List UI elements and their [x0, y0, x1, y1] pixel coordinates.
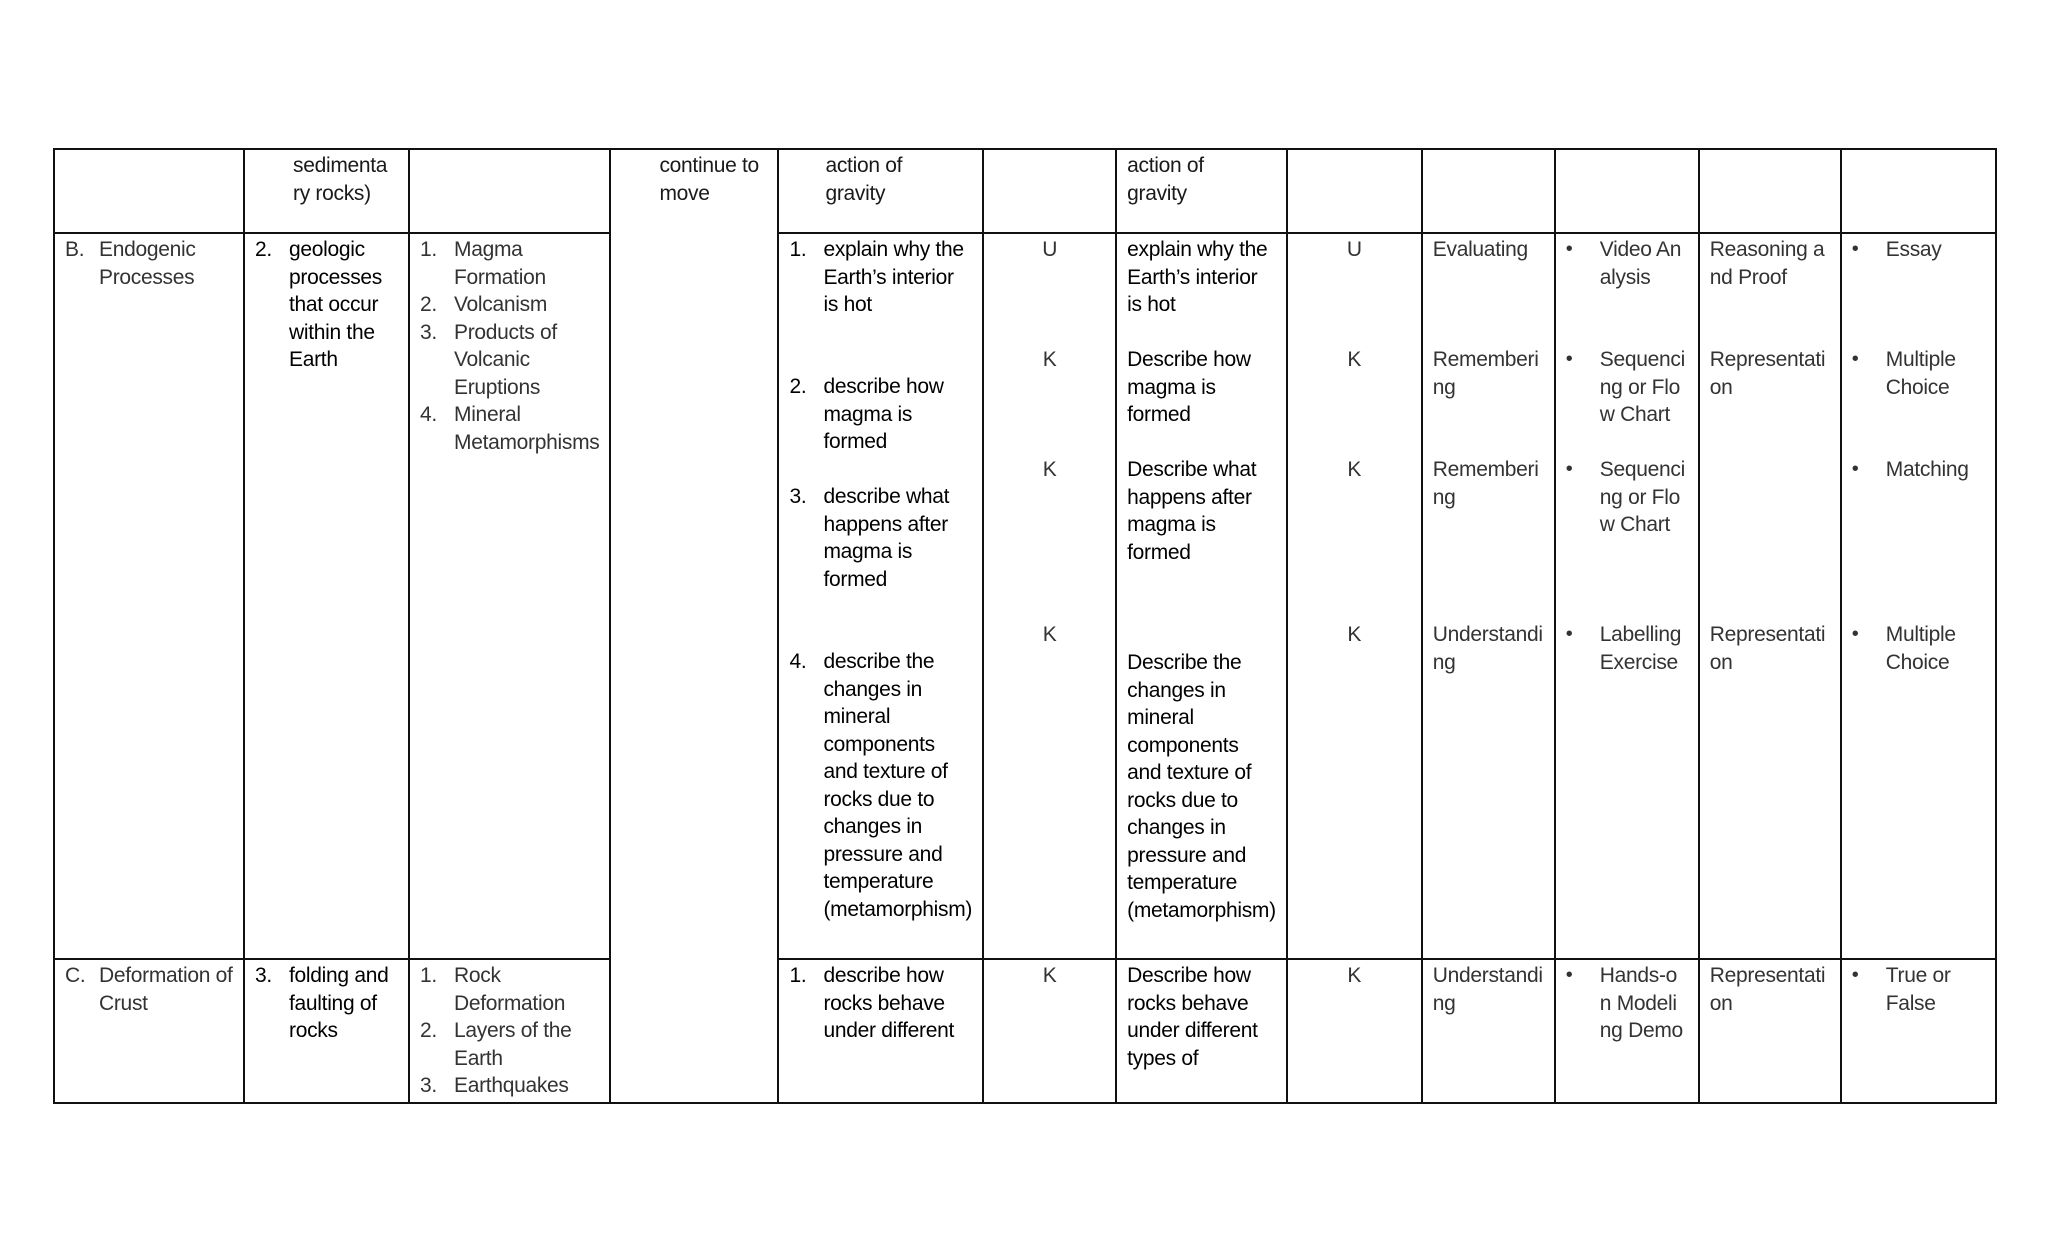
table-cell: [778, 959, 983, 1103]
cognitive-level: Understanding: [1432, 623, 1543, 674]
table-cell: [1555, 959, 1699, 1103]
subtopic-item: Rock Deformation: [454, 964, 566, 1015]
list-number: 2.: [420, 1019, 437, 1042]
table-cell: [1422, 149, 1555, 233]
process-item: [1710, 456, 1830, 621]
objective-item: Describe the changes in mineral components and texture of rocks due to changes in pressure and temperature (metamorphism): [1127, 651, 1276, 922]
standard-text: geologic processes that occur within the Earth: [289, 238, 383, 371]
table-cell: [1116, 959, 1287, 1103]
list-number: 3.: [420, 320, 437, 344]
objective-item: Describe how rocks behave under different types of: [1127, 964, 1258, 1070]
topic-title: Deformation of Crust: [99, 964, 233, 1015]
topic-letter: B.: [65, 238, 85, 261]
list-number: 2.: [789, 375, 807, 398]
table-cell: [1422, 233, 1555, 959]
table-cell: [1287, 233, 1422, 959]
subtopic-item: Products of Volcanic Eruptions: [454, 320, 557, 399]
objective-item: Describe what happens after magma is formed: [1127, 458, 1257, 564]
subtopic-item: Magma Formation: [454, 238, 546, 289]
table-cell: [983, 959, 1116, 1103]
standard-text: folding and faulting of rocks: [289, 964, 389, 1042]
topic-title: Endogenic Processes: [99, 238, 196, 289]
competency-item: describe how rocks behave under different: [823, 964, 955, 1042]
process-item: Representation: [1709, 623, 1826, 674]
subtopic-item: Earthquakes: [454, 1074, 569, 1097]
knowledge-code: K: [1042, 348, 1057, 371]
assessment-item: Essay: [1885, 238, 1942, 261]
table-cell: [244, 233, 409, 959]
table-cell: [1287, 149, 1422, 233]
table-cell: [1841, 149, 1996, 233]
activity-item: Sequencing or Flow Chart: [1599, 458, 1685, 536]
bullet-icon: •: [1565, 964, 1573, 986]
cognitive-level: Remembering: [1432, 458, 1539, 509]
process-item: Representation: [1709, 348, 1826, 399]
table-cell: [1555, 233, 1699, 959]
knowledge-code: K: [1042, 964, 1057, 987]
bullet-icon: •: [1851, 964, 1859, 986]
standard-number: 3.: [255, 964, 272, 987]
table-cell: [1116, 149, 1287, 233]
table-cell: [244, 959, 409, 1103]
knowledge-code: K: [1347, 964, 1362, 987]
table-cell: [983, 149, 1116, 233]
list-number: 3.: [420, 1074, 437, 1097]
table-cell: [409, 233, 610, 959]
table-row: [54, 149, 1996, 233]
table-cell: [1116, 233, 1287, 959]
activity-item: Hands-on Modeling Demo: [1599, 964, 1683, 1042]
process-item: Representation: [1709, 964, 1826, 1015]
competency-continuation: action of gravity: [825, 154, 903, 205]
cognitive-level: Evaluating: [1432, 238, 1528, 261]
bullet-icon: •: [1851, 238, 1859, 260]
list-number: 1.: [420, 238, 437, 261]
cognitive-level: Remembering: [1432, 348, 1539, 399]
cognitive-level: Understanding: [1432, 964, 1543, 1015]
table-cell: [54, 233, 244, 959]
competency-item: describe how magma is formed: [823, 375, 944, 453]
list-number: 1.: [789, 964, 807, 987]
bullet-icon: •: [1851, 348, 1859, 370]
knowledge-code: U: [1042, 238, 1058, 261]
curriculum-table: [53, 148, 1997, 1104]
competency-item: describe the changes in mineral components and texture of rocks due to changes in pressure and temperature (metamorphism): [823, 650, 973, 921]
process-item: Reasoning and Proof: [1709, 238, 1825, 289]
objective-continuation: action of gravity: [1127, 154, 1204, 205]
table-cell: [1841, 959, 1996, 1103]
table-cell: [1287, 959, 1422, 1103]
table-cell: [778, 233, 983, 959]
knowledge-code: U: [1346, 238, 1362, 261]
list-number: 4.: [420, 403, 437, 426]
table-cell: [1699, 959, 1841, 1103]
objective-item: explain why the Earth’s interior is hot: [1127, 238, 1268, 316]
assessment-item: Multiple Choice: [1885, 348, 1956, 399]
standard-number: 2.: [255, 238, 272, 261]
subtopic-item: Volcanism: [454, 293, 548, 316]
standard-continuation: sedimenta ry rocks): [293, 154, 388, 205]
subtopic-item: Layers of the Earth: [454, 1019, 572, 1070]
list-number: 1.: [420, 964, 437, 987]
assessment-item: Multiple Choice: [1885, 623, 1956, 674]
knowledge-code: K: [1347, 458, 1362, 481]
activity-item: Video Analysis: [1599, 238, 1682, 289]
table-cell: [54, 959, 244, 1103]
table-cell: [409, 149, 610, 233]
assessment-item: Matching: [1885, 458, 1969, 481]
list-number: 1.: [789, 238, 807, 261]
topic-letter: C.: [65, 964, 86, 987]
bullet-icon: •: [1851, 623, 1859, 645]
bullet-icon: •: [1565, 238, 1573, 260]
table-cell: [778, 149, 983, 233]
knowledge-code: K: [1347, 623, 1362, 646]
objective-item: Describe how magma is formed: [1127, 348, 1251, 426]
table-cell: [1841, 233, 1996, 959]
knowledge-code: K: [1042, 458, 1057, 481]
knowledge-code: K: [1042, 623, 1057, 646]
activity-item: Labelling Exercise: [1599, 623, 1682, 674]
content-continuation: continue to move: [659, 154, 759, 205]
competency-item: explain why the Earth’s interior is hot: [823, 238, 964, 316]
table-cell: [1422, 959, 1555, 1103]
table-cell: [983, 233, 1116, 959]
list-number: 3.: [789, 485, 807, 508]
table-row: [54, 233, 1996, 959]
table-cell: [610, 149, 778, 1103]
list-number: 2.: [420, 293, 437, 316]
table-row: [54, 959, 1996, 1103]
table-cell: [54, 149, 244, 233]
list-number: 4.: [789, 650, 807, 673]
bullet-icon: •: [1851, 458, 1859, 480]
table-cell: [409, 959, 610, 1103]
table-cell: [1555, 149, 1699, 233]
bullet-icon: •: [1565, 623, 1573, 645]
table-cell: [244, 149, 409, 233]
competency-item: describe what happens after magma is formed: [823, 485, 950, 591]
knowledge-code: K: [1347, 348, 1362, 371]
subtopic-item: Mineral Metamorphisms: [454, 403, 600, 454]
table-cell: [1699, 149, 1841, 233]
table-cell: [1699, 233, 1841, 959]
bullet-icon: •: [1565, 348, 1573, 370]
activity-item: Sequencing or Flow Chart: [1599, 348, 1685, 426]
bullet-icon: •: [1565, 458, 1573, 480]
assessment-item: True or False: [1885, 964, 1951, 1015]
